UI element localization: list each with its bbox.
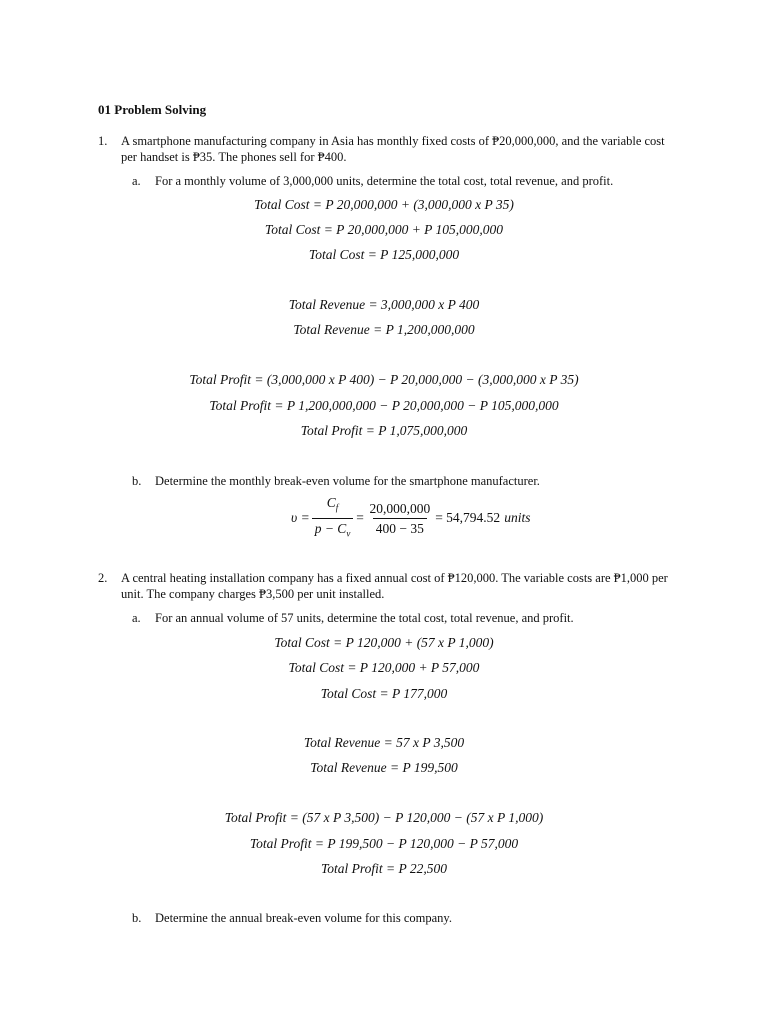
problem-1b-text: Determine the monthly break-even volume for the smartphone manufacturer. bbox=[155, 474, 540, 488]
equation-2a-5: Total Revenue = P 199,500 bbox=[310, 760, 458, 775]
problem-1-number: 1. bbox=[98, 134, 108, 148]
fraction-cost-over-margin bbox=[312, 494, 354, 542]
problem-2a-letter: a. bbox=[132, 611, 141, 625]
problem-1-text: A smartphone manufacturing company in Asia has monthly fixed costs of ₱20,000,000, and the variable cost per handset is ₱35. The phones sell for ₱400. bbox=[121, 134, 665, 164]
formula-equals: = bbox=[355, 510, 365, 525]
numerator-symbol: C bbox=[326, 494, 336, 510]
problem-2a-text: For an annual volume of 57 units, determine the total cost, total revenue, and profit. bbox=[155, 611, 574, 625]
equation-2a-2: Total Cost = P 120,000 + P 57,000 bbox=[288, 660, 480, 675]
equation-2a-8: Total Profit = P 22,500 bbox=[320, 861, 447, 876]
problem-2b-text: Determine the annual break-even volume for this company. bbox=[155, 911, 452, 925]
equation-2a-4: Total Revenue = 57 x P 3,500 bbox=[303, 735, 465, 750]
formula-result: = 54,794.52 bbox=[435, 510, 501, 525]
equation-1a-4: Total Revenue = 3,000,000 x P 400 bbox=[288, 297, 480, 312]
problem-1a-text: For a monthly volume of 3,000,000 units, determine the total cost, total revenue, and profit. bbox=[155, 174, 614, 188]
equation-1a-2: Total Cost = P 20,000,000 + P 105,000,000 bbox=[264, 222, 504, 237]
problem-1a-letter: a. bbox=[132, 174, 141, 188]
equation-2a-3: Total Cost = P 177,000 bbox=[320, 686, 448, 701]
section-heading: 01 Problem Solving bbox=[98, 102, 207, 117]
denominator-subscript: v bbox=[346, 528, 351, 539]
problem-2b-letter: b. bbox=[132, 911, 142, 925]
fraction-denominator bbox=[312, 518, 354, 543]
fraction-values bbox=[366, 500, 433, 537]
equation-2a-1: Total Cost = P 120,000 + (57 x P 1,000) bbox=[274, 635, 494, 650]
equation-2a-6: Total Profit = (57 x P 3,500) − P 120,000 − (57 x P 1,000) bbox=[224, 810, 544, 825]
equation-1a-6: Total Profit = (3,000,000 x P 400) − P 20,000,000 − (3,000,000 x P 35) bbox=[189, 372, 579, 387]
problem-2-number: 2. bbox=[98, 571, 108, 585]
numerator-subscript: f bbox=[335, 502, 339, 513]
problem-2-text: A central heating installation company has a fixed annual cost of ₱120,000. The variable costs are ₱1,000 per unit. The company charges ₱3,500 per unit installed. bbox=[121, 571, 668, 601]
fraction-values-denominator: 400 − 35 bbox=[373, 518, 427, 537]
break-even-formula bbox=[291, 496, 530, 540]
equation-1a-7: Total Profit = P 1,200,000,000 − P 20,000,000 − P 105,000,000 bbox=[209, 398, 559, 413]
equation-1a-1: Total Cost = P 20,000,000 + (3,000,000 x P 35) bbox=[254, 197, 514, 212]
equation-2a-7: Total Profit = P 199,500 − P 120,000 − P 57,000 bbox=[249, 836, 519, 851]
denominator-symbol: p − C bbox=[314, 520, 347, 536]
problem-1b-letter: b. bbox=[132, 474, 142, 488]
equation-1a-8: Total Profit = P 1,075,000,000 bbox=[300, 423, 468, 438]
equation-1a-3: Total Cost = P 125,000,000 bbox=[308, 247, 460, 262]
equation-1a-5: Total Revenue = P 1,200,000,000 bbox=[293, 322, 475, 337]
fraction-numerator bbox=[324, 494, 342, 518]
formula-unit: units bbox=[504, 510, 531, 525]
fraction-values-numerator: 20,000,000 bbox=[369, 500, 431, 516]
formula-lhs: υ = bbox=[291, 510, 310, 525]
